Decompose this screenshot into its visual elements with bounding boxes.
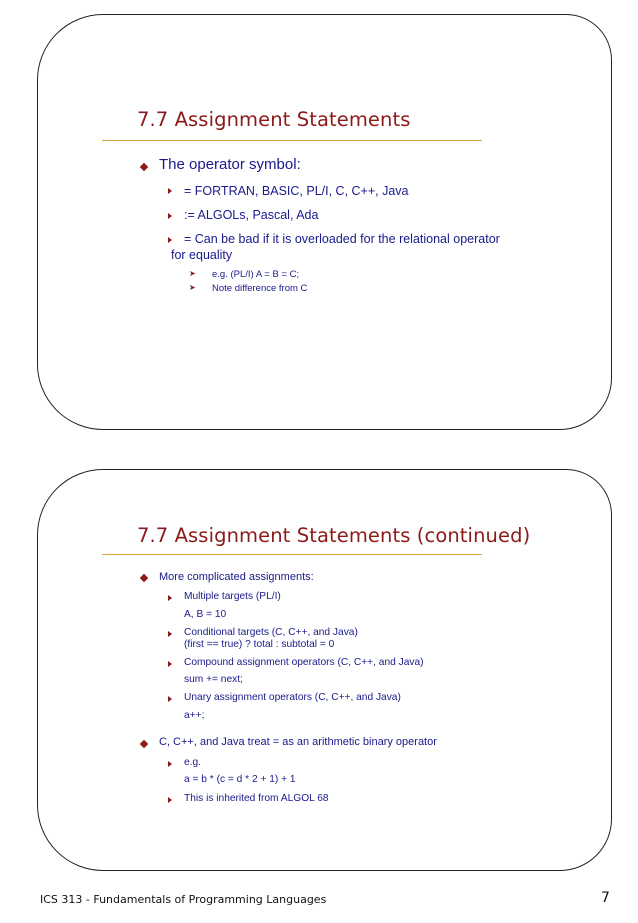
list-item-code: (first == true) ? total : subtotal = 0 [184,639,335,650]
list-item: Unary assignment operators (C, C++, and Java) [184,692,401,703]
page-number: 7 [601,890,610,906]
slide-2-title: 7.7 Assignment Statements (continued) [137,524,531,547]
list-item: Multiple targets (PL/I) [184,591,281,602]
list-item-code: sum += next; [184,674,243,685]
bullet-text: The operator symbol: [159,156,301,173]
diamond-bullet-icon [140,163,148,171]
arrow-bullet-icon: ➤ [189,283,196,292]
sub-item: Note difference from C [212,283,308,294]
diamond-bullet-icon [140,740,148,748]
list-item: := ALGOLs, Pascal, Ada [184,208,319,222]
title-rule [102,140,482,141]
slide-1-title: 7.7 Assignment Statements [137,108,411,131]
triangle-bullet-icon [168,595,172,601]
footer-course: ICS 313 - Fundamentals of Programming Languages [40,893,327,906]
triangle-bullet-icon [168,797,172,803]
triangle-bullet-icon [168,188,172,194]
triangle-bullet-icon [168,661,172,667]
triangle-bullet-icon [168,761,172,767]
bullet-text: More complicated assignments: [159,571,314,583]
list-item: e.g. [184,757,201,768]
triangle-bullet-icon [168,237,172,243]
triangle-bullet-icon [168,631,172,637]
slide-2 [37,469,612,871]
list-item-continued: for equality [171,248,233,262]
list-item: This is inherited from ALGOL 68 [184,793,329,804]
list-item: = Can be bad if it is overloaded for the relational operator [184,232,500,246]
arrow-bullet-icon: ➤ [189,269,196,278]
sub-item: e.g. (PL/I) A = B = C; [212,269,300,280]
slide-1 [37,14,612,430]
list-item-code: a = b * (c = d * 2 + 1) + 1 [184,774,296,785]
bullet-text: C, C++, and Java treat = as an arithmetic binary operator [159,736,437,748]
diamond-bullet-icon [140,574,148,582]
list-item: = FORTRAN, BASIC, PL/I, C, C++, Java [184,184,409,198]
title-rule [102,554,482,555]
list-item: Compound assignment operators (C, C++, and Java) [184,657,424,668]
list-item-code: a++; [184,710,205,721]
list-item: Conditional targets (C, C++, and Java) [184,627,358,638]
triangle-bullet-icon [168,696,172,702]
list-item-code: A, B = 10 [184,609,227,620]
triangle-bullet-icon [168,213,172,219]
